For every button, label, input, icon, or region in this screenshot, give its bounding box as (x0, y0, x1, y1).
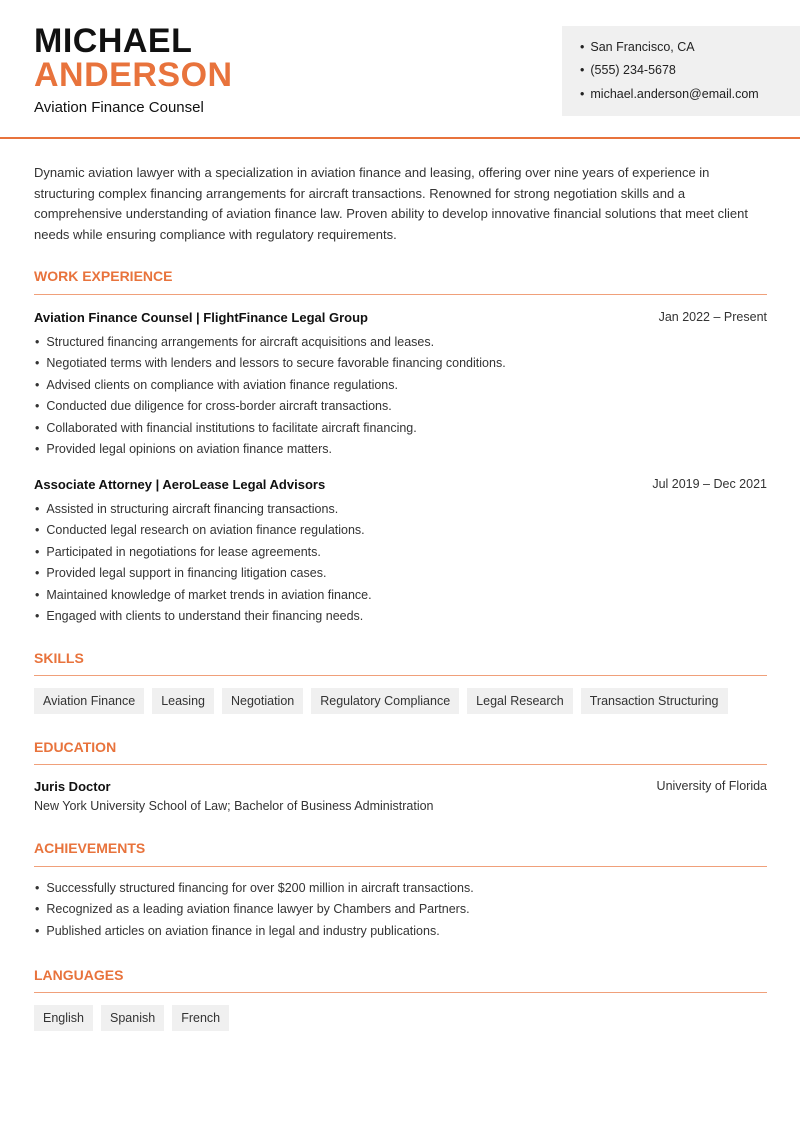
list-item: • Advised clients on compliance with aviation finance regulations. (34, 375, 767, 396)
section-divider (34, 992, 767, 993)
contact-box (562, 26, 800, 116)
list-item: • Structured financing arrangements for aircraft acquisitions and leases. (34, 332, 767, 353)
list-item: • Successfully structured financing for over $200 million in aircraft transactions. (34, 878, 767, 899)
contact-phone: • (555) 234-5678 (580, 63, 676, 77)
section-title-skills: SKILLS (34, 650, 84, 666)
language-chip: French (172, 1005, 229, 1031)
skill-chip: Regulatory Compliance (311, 688, 459, 714)
section-title-achievements: ACHIEVEMENTS (34, 840, 146, 856)
skill-chip: Legal Research (467, 688, 573, 714)
section-title-education: EDUCATION (34, 739, 117, 755)
education-header (34, 779, 767, 794)
list-item: • Maintained knowledge of market trends in aviation finance. (34, 585, 767, 606)
skills-chips (34, 688, 728, 714)
list-item: • Provided legal opinions on aviation finance matters. (34, 439, 767, 460)
education-school: University of Florida (656, 779, 767, 793)
language-chips (34, 1005, 229, 1031)
section-divider (34, 294, 767, 295)
language-chip: English (34, 1005, 93, 1031)
job-dates: Jul 2019 – Dec 2021 (652, 477, 767, 491)
job-bullets (34, 332, 767, 460)
list-item: • Provided legal support in financing litigation cases. (34, 563, 767, 584)
first-name: MICHAEL (34, 22, 193, 60)
job-role: Aviation Finance Counsel | FlightFinance Legal Group (34, 310, 368, 325)
list-item: • Collaborated with financial institutions to facilitate aircraft financing. (34, 418, 767, 439)
skill-chip: Leasing (152, 688, 214, 714)
job-dates: Jan 2022 – Present (658, 310, 767, 324)
education-detail: New York University School of Law; Bachelor of Business Administration (34, 799, 434, 813)
skill-chip: Aviation Finance (34, 688, 144, 714)
last-name: ANDERSON (34, 56, 233, 94)
list-item: • Published articles on aviation finance in legal and industry publications. (34, 921, 767, 942)
section-divider (34, 866, 767, 867)
list-item: • Recognized as a leading aviation finance lawyer by Chambers and Partners. (34, 899, 767, 920)
list-item: • Engaged with clients to understand their financing needs. (34, 606, 767, 627)
achievement-bullets (34, 878, 767, 942)
job-header (34, 310, 767, 325)
section-title-work: WORK EXPERIENCE (34, 268, 173, 284)
section-divider (34, 675, 767, 676)
contact-email: • michael.anderson@email.com (580, 87, 759, 101)
education-degree: Juris Doctor (34, 779, 111, 794)
language-chip: Spanish (101, 1005, 164, 1031)
list-item: • Conducted legal research on aviation finance regulations. (34, 520, 767, 541)
contact-location: • San Francisco, CA (580, 40, 695, 54)
job-bullets (34, 499, 767, 627)
skill-chip: Negotiation (222, 688, 303, 714)
skill-chip: Transaction Structuring (581, 688, 728, 714)
job-header (34, 477, 767, 492)
summary: Dynamic aviation lawyer with a specialization in aviation finance and leasing, offering over nine years of experience in structuring complex financing arrangements for aircraft transactions. Renowned for strong negotiation skills and a comprehensive understanding of aviation finance law. Proven ability to develop innovative financial solutions that meet client needs while ensuring compliance with regulatory requirements. (34, 165, 748, 243)
section-divider (34, 764, 767, 765)
section-title-languages: LANGUAGES (34, 967, 124, 983)
job-role: Associate Attorney | AeroLease Legal Advisors (34, 477, 326, 492)
list-item: • Assisted in structuring aircraft financing transactions. (34, 499, 767, 520)
job-title: Aviation Finance Counsel (34, 99, 204, 116)
list-item: • Conducted due diligence for cross-border aircraft transactions. (34, 396, 767, 417)
resume-header (0, 0, 800, 139)
list-item: • Participated in negotiations for lease agreements. (34, 542, 767, 563)
list-item: • Negotiated terms with lenders and lessors to secure favorable financing conditions. (34, 353, 767, 374)
